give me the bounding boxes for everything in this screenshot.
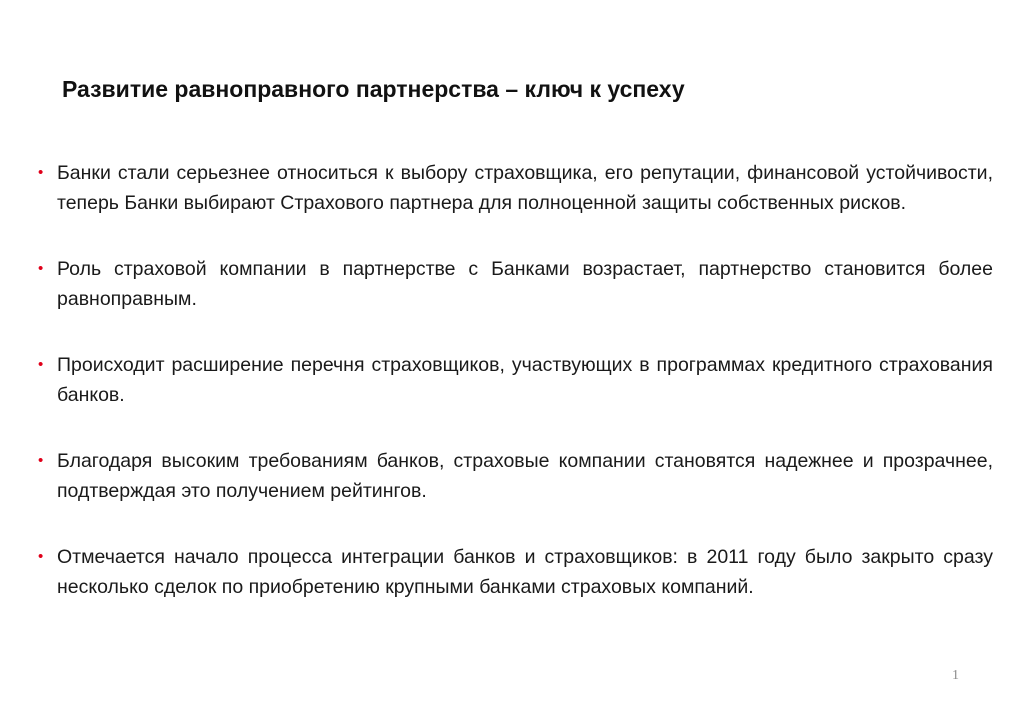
bullet-text-3: Происходит расширение перечня страховщиков, участвующих в программах кредитного страхования банков.: [57, 354, 993, 406]
bullet-dot-icon: •: [38, 164, 44, 181]
bullet-item-1: [38, 158, 993, 218]
bullet-item-3: [38, 350, 993, 410]
bullet-dot-icon: •: [38, 356, 44, 373]
bullet-text-1: Банки стали серьезнее относиться к выбору страховщика, его репутации, финансовой устойчивости, теперь Банки выбирают Страхового партнера для полноценной защиты собственных рисков.: [57, 162, 993, 214]
bullet-text-2: Роль страховой компании в партнерстве с Банками возрастает, партнерство становится более равноправным.: [57, 258, 993, 310]
bullet-dot-icon: •: [38, 548, 44, 565]
bullet-text-5: Отмечается начало процесса интеграции банков и страховщиков: в 2011 году было закрыто сразу несколько сделок по приобретению крупными банками страховых компаний.: [57, 546, 993, 598]
bullet-item-4: [38, 446, 993, 506]
bullet-item-5: [38, 542, 993, 602]
bullet-item-2: [38, 254, 993, 314]
bullet-dot-icon: •: [38, 452, 44, 469]
bullet-text-4: Благодаря высоким требованиям банков, страховые компании становятся надежнее и прозрачнее, подтверждая это получением рейтингов.: [57, 450, 993, 502]
slide-title: Развитие равноправного партнерства – ключ к успеху: [62, 76, 685, 102]
bullet-list: [38, 158, 993, 602]
page-number: 1: [952, 668, 959, 683]
bullet-dot-icon: •: [38, 260, 44, 277]
